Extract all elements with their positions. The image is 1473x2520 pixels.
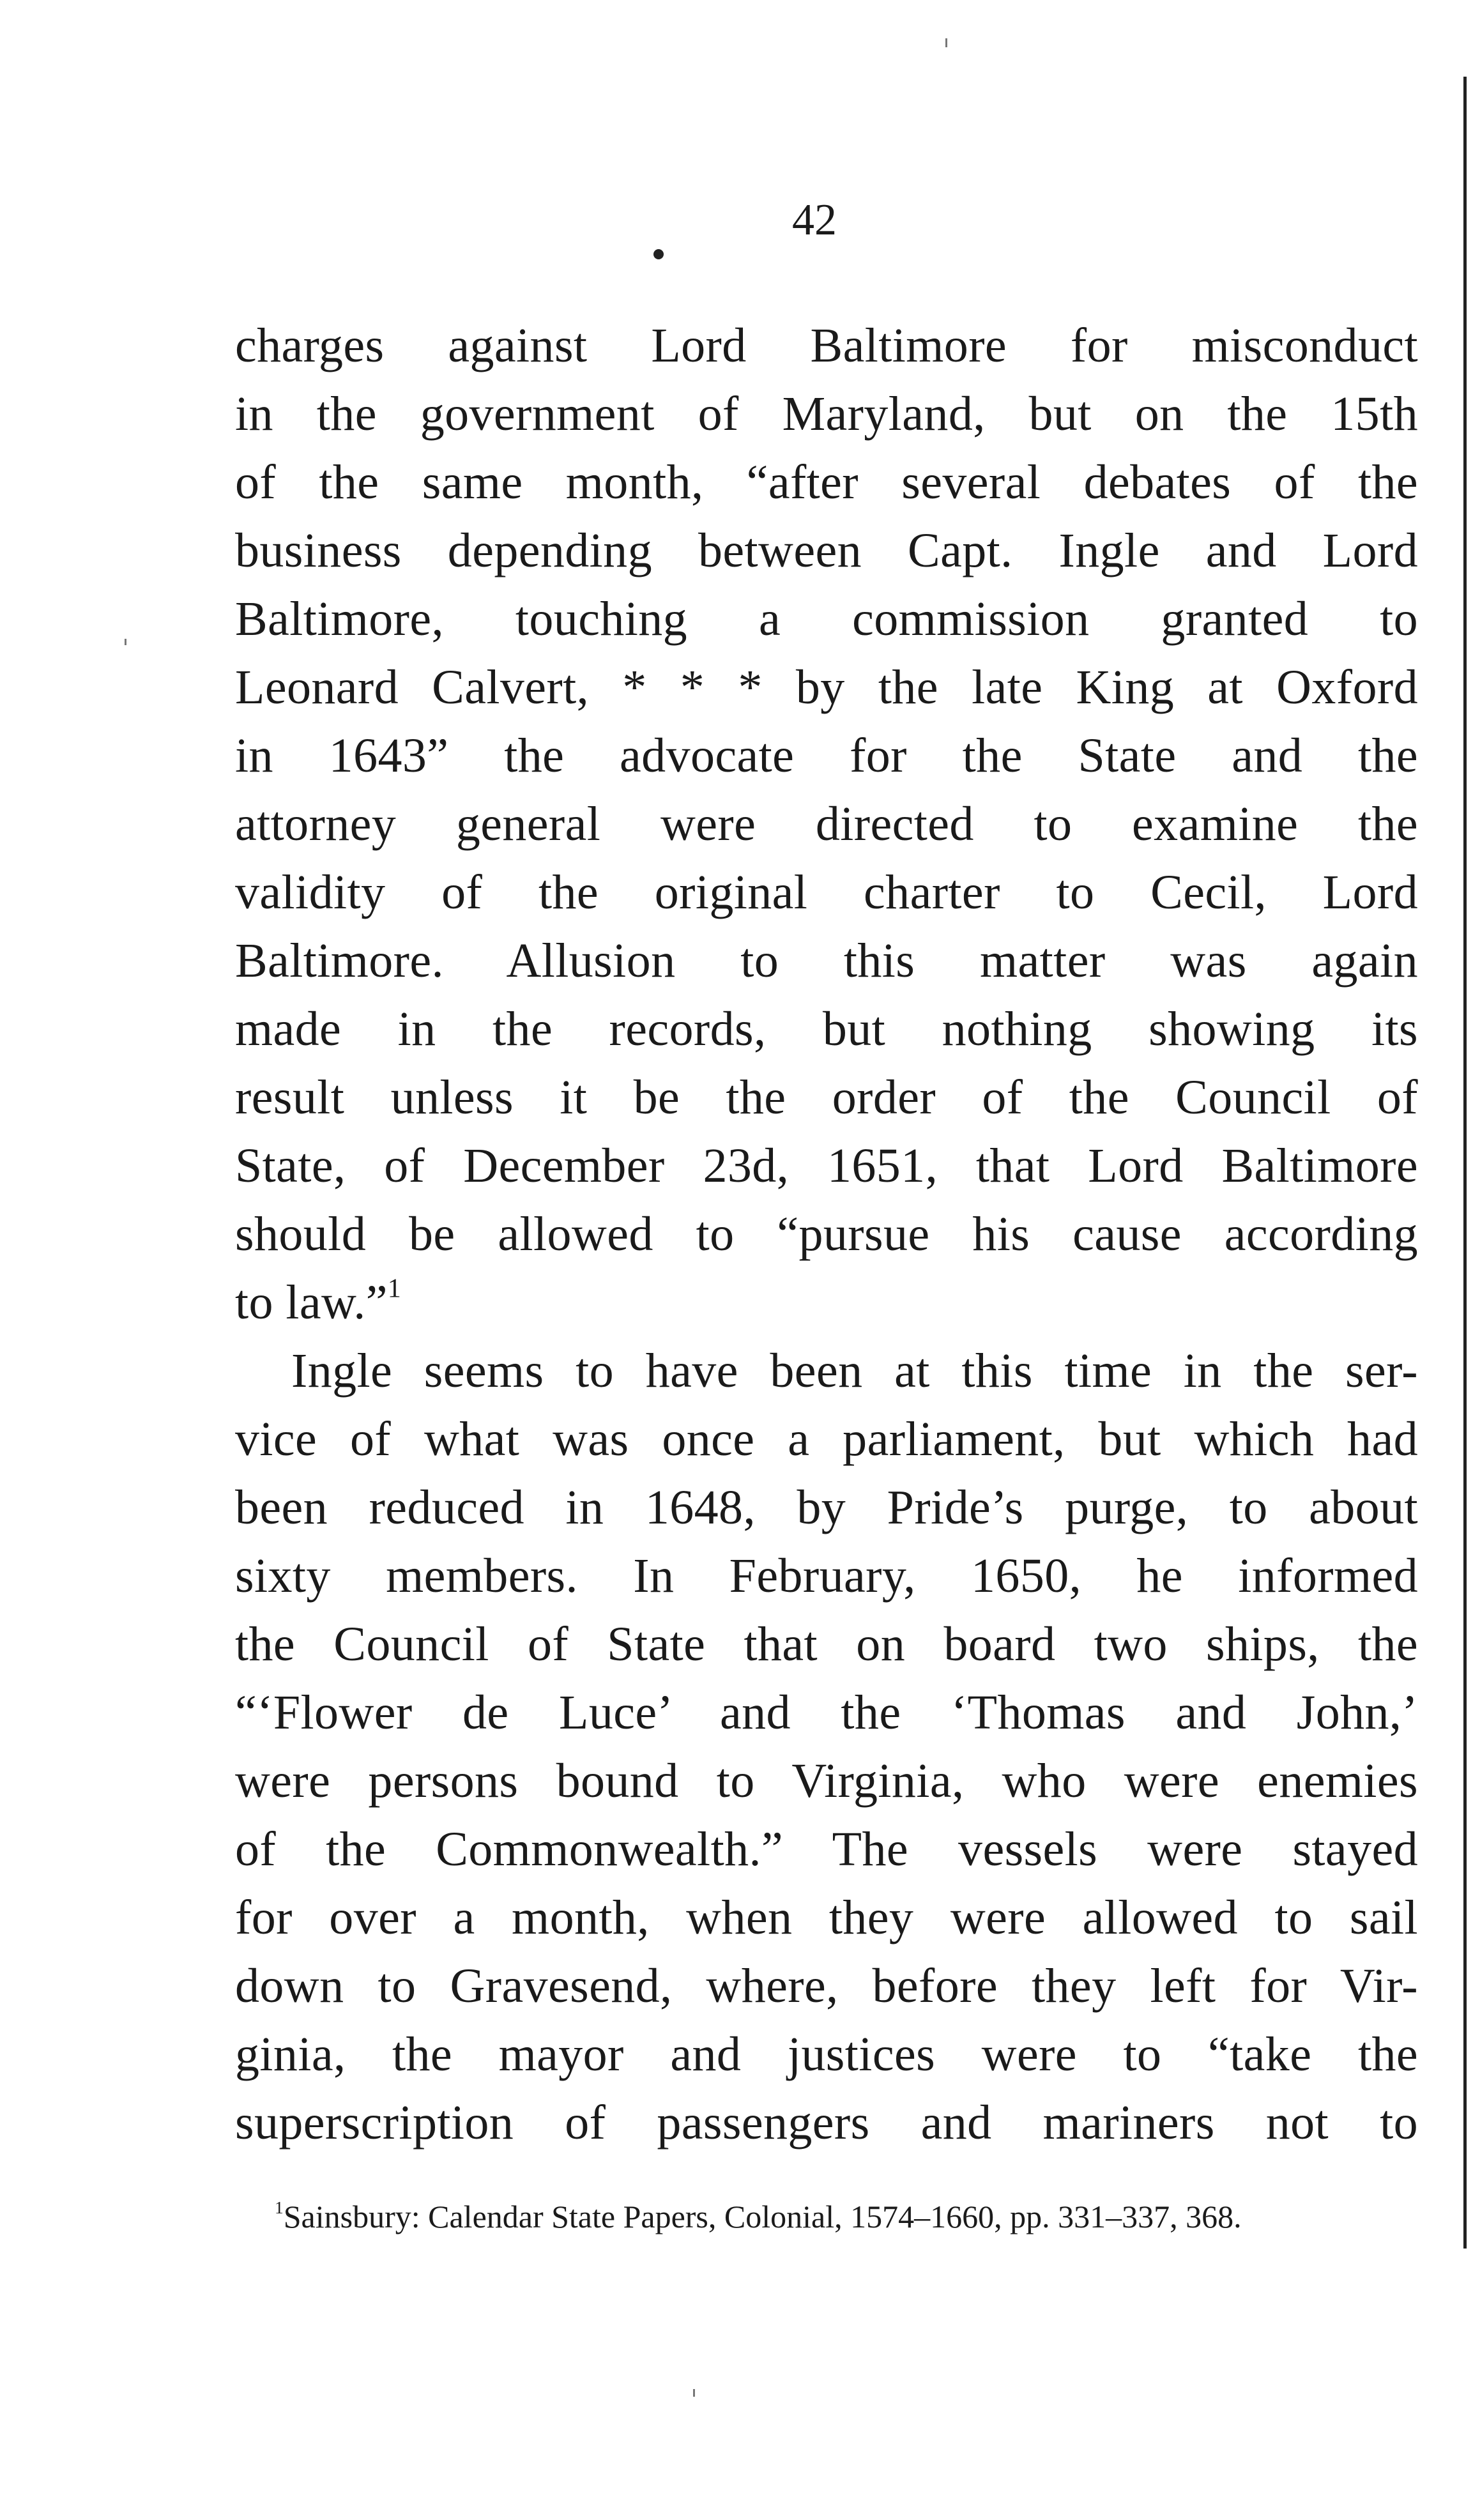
text-line: result unless it be the order of the Council of <box>235 1071 1418 1124</box>
scan-speck <box>693 2389 695 2397</box>
text-line: were persons bound to Virginia, who were enemies <box>235 1754 1418 1808</box>
page-edge-line <box>1463 77 1467 2249</box>
body-text <box>235 312 1418 2157</box>
text-line-content: to law.” <box>235 1276 388 1329</box>
text-line: for over a month, when they were allowed to sail <box>235 1891 1418 1944</box>
text-line: sixty members. In February, 1650, he informed <box>235 1549 1418 1603</box>
text-line: the Council of State that on board two ships, the <box>235 1617 1418 1671</box>
text-line: Leonard Calvert, * * * by the late King at Oxford <box>235 661 1418 714</box>
text-line: should be allowed to “pursue his cause according <box>235 1207 1418 1261</box>
text-line: ginia, the mayor and justices were to “take the <box>235 2027 1418 2081</box>
footnote-marker: 1 <box>275 2197 284 2217</box>
text-line: of the Commonwealth.” The vessels were stayed <box>235 1822 1418 1876</box>
footnote <box>275 2197 1418 2236</box>
footnote-reference: 1 <box>387 1274 402 1304</box>
text-line: Ingle seems to have been at this time in the ser- <box>291 1344 1418 1398</box>
text-line: charges against Lord Baltimore for misconduct <box>235 319 1418 372</box>
text-line: of the same month, “after several debates of the <box>235 455 1418 509</box>
print-speck <box>653 249 664 259</box>
text-line: Baltimore, touching a commission granted to <box>235 592 1418 646</box>
text-line: validity of the original charter to Cecil, Lord <box>235 866 1418 919</box>
text-line: business depending between Capt. Ingle and Lord <box>235 524 1418 577</box>
text-line: attorney general were directed to examine the <box>235 797 1418 851</box>
text-line <box>235 1269 1418 1337</box>
text-line: in the government of Maryland, but on the 15th <box>235 387 1418 441</box>
text-line: superscription of passengers and mariners not to <box>235 2096 1418 2150</box>
text-line: down to Gravesend, where, before they left for Vir- <box>235 1959 1418 2013</box>
text-line: vice of what was once a parliament, but which had <box>235 1412 1418 1466</box>
page-number: 42 <box>792 195 837 245</box>
text-line: made in the records, but nothing showing its <box>235 1002 1418 1056</box>
footnote-text: Sainsbury: Calendar State Papers, Colonial, 1574–1660, pp. 331–337, 368. <box>283 2199 1242 2234</box>
text-line: been reduced in 1648, by Pride’s purge, to about <box>235 1481 1418 1534</box>
scan-speck <box>125 639 126 645</box>
text-line: “‘Flower de Luce’ and the ‘Thomas and John,’ <box>235 1686 1418 1739</box>
scan-speck <box>945 38 947 47</box>
text-line: Baltimore. Allusion to this matter was again <box>235 934 1418 988</box>
text-line: in 1643” the advocate for the State and the <box>235 729 1418 783</box>
text-line: State, of December 23d, 1651, that Lord Baltimore <box>235 1139 1418 1193</box>
